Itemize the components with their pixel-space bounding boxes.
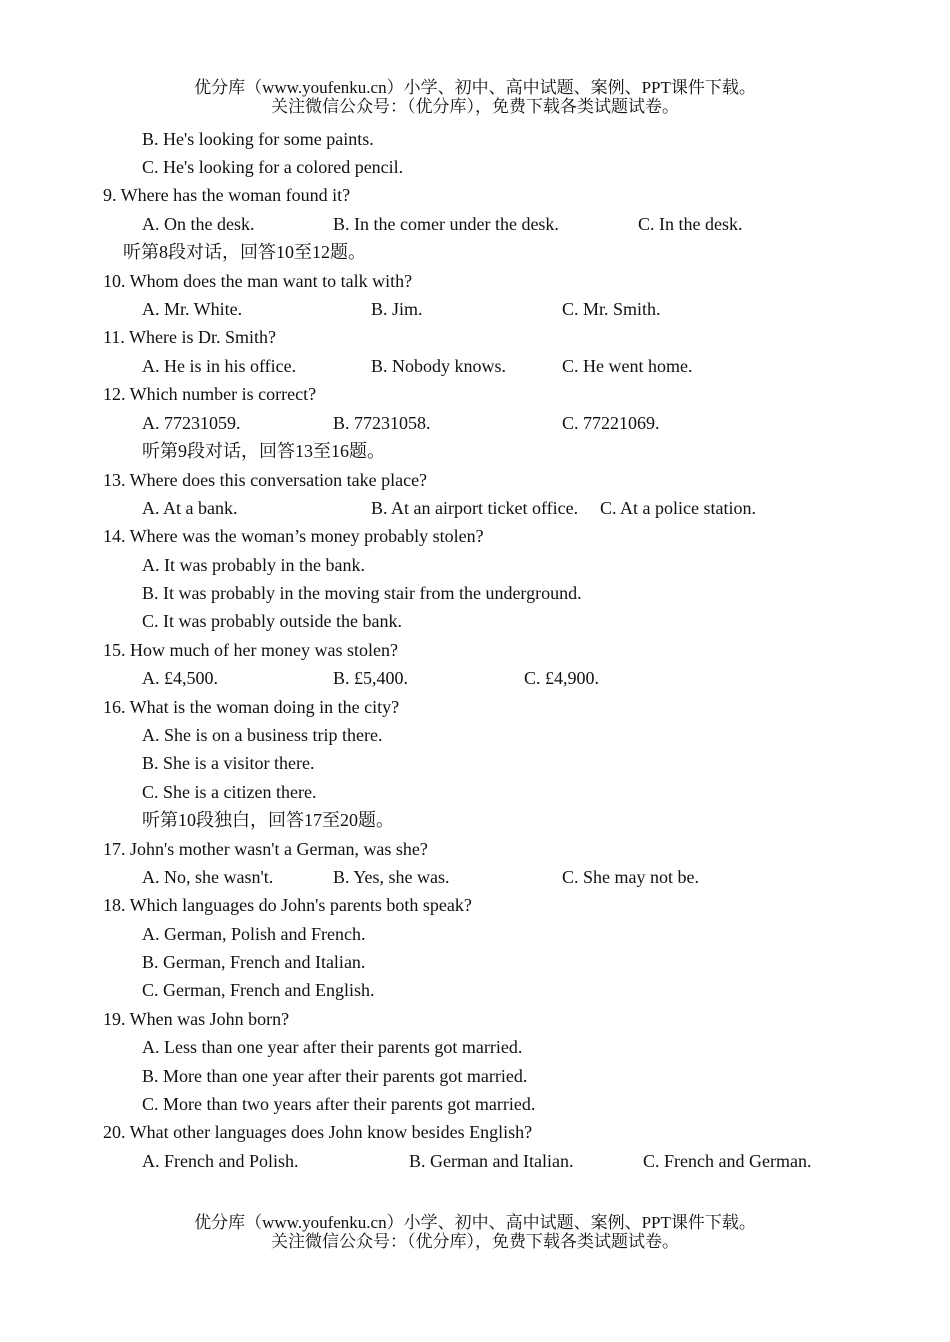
q12-option-a: A. 77231059. bbox=[142, 413, 241, 433]
q16-option-a: A. She is on a business trip there. bbox=[142, 725, 383, 745]
q20-option-b: B. German and Italian. bbox=[409, 1151, 574, 1171]
q11-option-a: A. He is in his office. bbox=[142, 356, 297, 376]
q13-option-b: B. At an airport ticket office. bbox=[371, 498, 579, 518]
q14-option-c: C. It was probably outside the bank. bbox=[142, 611, 402, 631]
q20-option-a: A. French and Polish. bbox=[142, 1151, 299, 1171]
q18-option-c: C. German, French and English. bbox=[142, 980, 375, 1000]
q8-option-b: B. He's looking for some paints. bbox=[142, 129, 374, 149]
q12-question: 12. Which number is correct? bbox=[103, 384, 317, 404]
q10-question: 10. Whom does the man want to talk with? bbox=[103, 271, 413, 291]
q11-option-b: B. Nobody knows. bbox=[371, 356, 507, 376]
q17-option-c: C. She may not be. bbox=[562, 867, 699, 887]
q9-option-c: C. In the desk. bbox=[638, 214, 743, 234]
page-header bbox=[0, 78, 950, 116]
q19-option-a: A. Less than one year after their parents got married. bbox=[142, 1037, 523, 1057]
q10-option-a: A. Mr. White. bbox=[142, 299, 243, 319]
q12-option-c: C. 77221069. bbox=[562, 413, 660, 433]
q15-option-c: C. £4,900. bbox=[524, 668, 600, 688]
q14-option-b: B. It was probably in the moving stair from the underground. bbox=[142, 583, 582, 603]
header-line-2: 关注微信公众号：（优分库），免费下载各类试题试卷。 bbox=[271, 97, 679, 116]
q14-question: 14. Where was the woman’s money probably stolen? bbox=[103, 526, 484, 546]
q15-option-b: B. £5,400. bbox=[333, 668, 409, 688]
q19-option-b: B. More than one year after their parents got married. bbox=[142, 1066, 528, 1086]
q13-question: 13. Where does this conversation take place? bbox=[103, 470, 428, 490]
q19-option-c: C. More than two years after their parents got married. bbox=[142, 1094, 536, 1114]
q14-option-a: A. It was probably in the bank. bbox=[142, 555, 365, 575]
q9-option-b: B. In the comer under the desk. bbox=[333, 214, 559, 234]
q20-question: 20. What other languages does John know besides English? bbox=[103, 1122, 533, 1142]
q11-question: 11. Where is Dr. Smith? bbox=[103, 327, 276, 347]
header-line-1: 优分库（www.youfenku.cn）小学、初中、高中试题、案例、PPT课件下载。 bbox=[194, 78, 756, 97]
q17-option-b: B. Yes, she was. bbox=[333, 867, 450, 887]
q15-question: 15. How much of her money was stolen? bbox=[103, 640, 398, 660]
q20-option-c: C. French and German. bbox=[643, 1151, 812, 1171]
q13-option-c: C. At a police station. bbox=[600, 498, 756, 518]
footer-line-1: 优分库（www.youfenku.cn）小学、初中、高中试题、案例、PPT课件下载。 bbox=[194, 1213, 756, 1232]
section-8-instruction: 听第8段对话，回答10至12题。 bbox=[123, 242, 366, 262]
q13-option-a: A. At a bank. bbox=[142, 498, 238, 518]
q18-question: 18. Which languages do John's parents both speak? bbox=[103, 895, 472, 915]
q10-option-b: B. Jim. bbox=[371, 299, 423, 319]
page-footer bbox=[0, 1213, 950, 1251]
footer-line-2: 关注微信公众号：（优分库），免费下载各类试题试卷。 bbox=[271, 1232, 679, 1251]
q11-option-c: C. He went home. bbox=[562, 356, 693, 376]
q17-question: 17. John's mother wasn't a German, was she? bbox=[103, 839, 428, 859]
q18-option-a: A. German, Polish and French. bbox=[142, 924, 366, 944]
q12-option-b: B. 77231058. bbox=[333, 413, 431, 433]
q10-option-c: C. Mr. Smith. bbox=[562, 299, 661, 319]
q16-question: 16. What is the woman doing in the city? bbox=[103, 697, 400, 717]
section-10-instruction: 听第10段独白，回答17至20题。 bbox=[142, 810, 394, 830]
q15-option-a: A. £4,500. bbox=[142, 668, 218, 688]
q18-option-b: B. German, French and Italian. bbox=[142, 952, 366, 972]
q17-option-a: A. No, she wasn't. bbox=[142, 867, 274, 887]
q8-option-c: C. He's looking for a colored pencil. bbox=[142, 157, 404, 177]
q19-question: 19. When was John born? bbox=[103, 1009, 290, 1029]
q16-option-c: C. She is a citizen there. bbox=[142, 782, 317, 802]
q9-question: 9. Where has the woman found it? bbox=[103, 185, 351, 205]
q16-option-b: B. She is a visitor there. bbox=[142, 753, 315, 773]
section-9-instruction: 听第9段对话，回答13至16题。 bbox=[142, 441, 385, 461]
q9-option-a: A. On the desk. bbox=[142, 214, 255, 234]
